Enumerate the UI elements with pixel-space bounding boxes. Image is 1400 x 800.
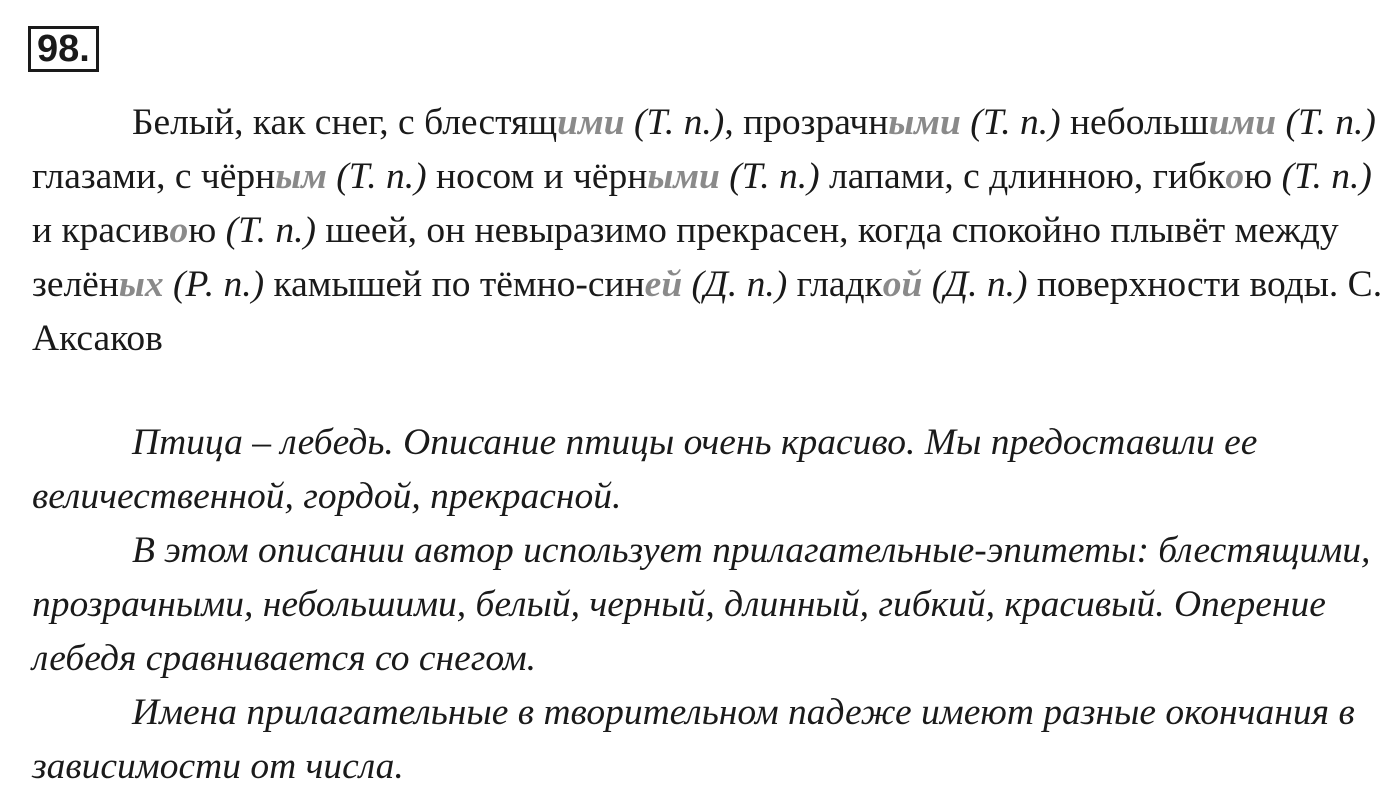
case-annotation: (Т. п.) bbox=[336, 156, 427, 197]
text-segment: поверхности воды. С. Аксаков bbox=[32, 264, 1383, 359]
text-segment: небольш bbox=[1060, 102, 1209, 143]
case-annotation: (Т. п.) bbox=[1285, 102, 1376, 143]
text-segment: ю bbox=[1244, 156, 1282, 197]
main-text bbox=[32, 96, 1384, 366]
case-annotation: (Д. п.) bbox=[691, 264, 788, 305]
case-annotation: (Т. п.) bbox=[729, 156, 820, 197]
ending-highlight: о bbox=[1225, 156, 1245, 197]
ending-highlight: ими bbox=[1208, 102, 1277, 143]
text-segment: гладк bbox=[787, 264, 883, 305]
case-annotation: (Т. п.) bbox=[970, 102, 1061, 143]
ending-highlight: о bbox=[169, 210, 189, 251]
text-segment: глазами, с чёрн bbox=[32, 156, 276, 197]
text-segment bbox=[720, 156, 729, 197]
commentary-paragraph-3: Имена прилагательные в творительном падеже имеют разные окончания в зависимости от числа. bbox=[32, 692, 1355, 787]
ending-highlight: ых bbox=[118, 264, 164, 305]
ending-highlight: ыми bbox=[888, 102, 961, 143]
commentary-paragraph-2: В этом описании автор использует прилагательные-эпитеты: блестящими, прозрачными, небольшими, белый, черный, длинный, гибкий, красивый. Оперение лебедя сравнивается со снегом. bbox=[32, 530, 1371, 679]
text-segment bbox=[922, 264, 931, 305]
text-segment: шеей, он невыразимо прекрасен, когда спокойно плывёт между зелён bbox=[32, 210, 1339, 305]
case-annotation: (Т. п.) bbox=[633, 102, 725, 143]
text-segment: лапами, с длинною, гибк bbox=[819, 156, 1226, 197]
text-segment: , прозрачн bbox=[724, 102, 889, 143]
text-segment: носом и чёрн bbox=[426, 156, 648, 197]
text-segment bbox=[961, 102, 970, 143]
text-segment bbox=[327, 156, 336, 197]
ending-highlight: ым bbox=[275, 156, 327, 197]
ending-highlight: ыми bbox=[647, 156, 720, 197]
ending-highlight: ой bbox=[882, 264, 923, 305]
case-annotation: (Т. п.) bbox=[1281, 156, 1372, 197]
ending-highlight: ими bbox=[557, 102, 625, 143]
case-annotation: (Р. п.) bbox=[173, 264, 265, 305]
case-annotation: (Т. п.) bbox=[225, 210, 316, 251]
text-segment bbox=[625, 102, 634, 143]
case-annotation: (Д. п.) bbox=[931, 264, 1028, 305]
commentary bbox=[32, 416, 1384, 794]
text-segment: и красив bbox=[32, 210, 170, 251]
ending-highlight: ей bbox=[644, 264, 683, 305]
text-segment bbox=[164, 264, 173, 305]
commentary-paragraph-1: Птица – лебедь. Описание птицы очень красиво. Мы предоставили ее величественной, гордой, прекрасной. bbox=[32, 422, 1258, 517]
text-segment: камышей по тёмно-син bbox=[264, 264, 645, 305]
text-segment: Белый, как снег, с блестящ bbox=[132, 102, 558, 143]
exercise-number: 98. bbox=[28, 26, 99, 72]
text-segment: ю bbox=[188, 210, 226, 251]
text-segment bbox=[682, 264, 691, 305]
